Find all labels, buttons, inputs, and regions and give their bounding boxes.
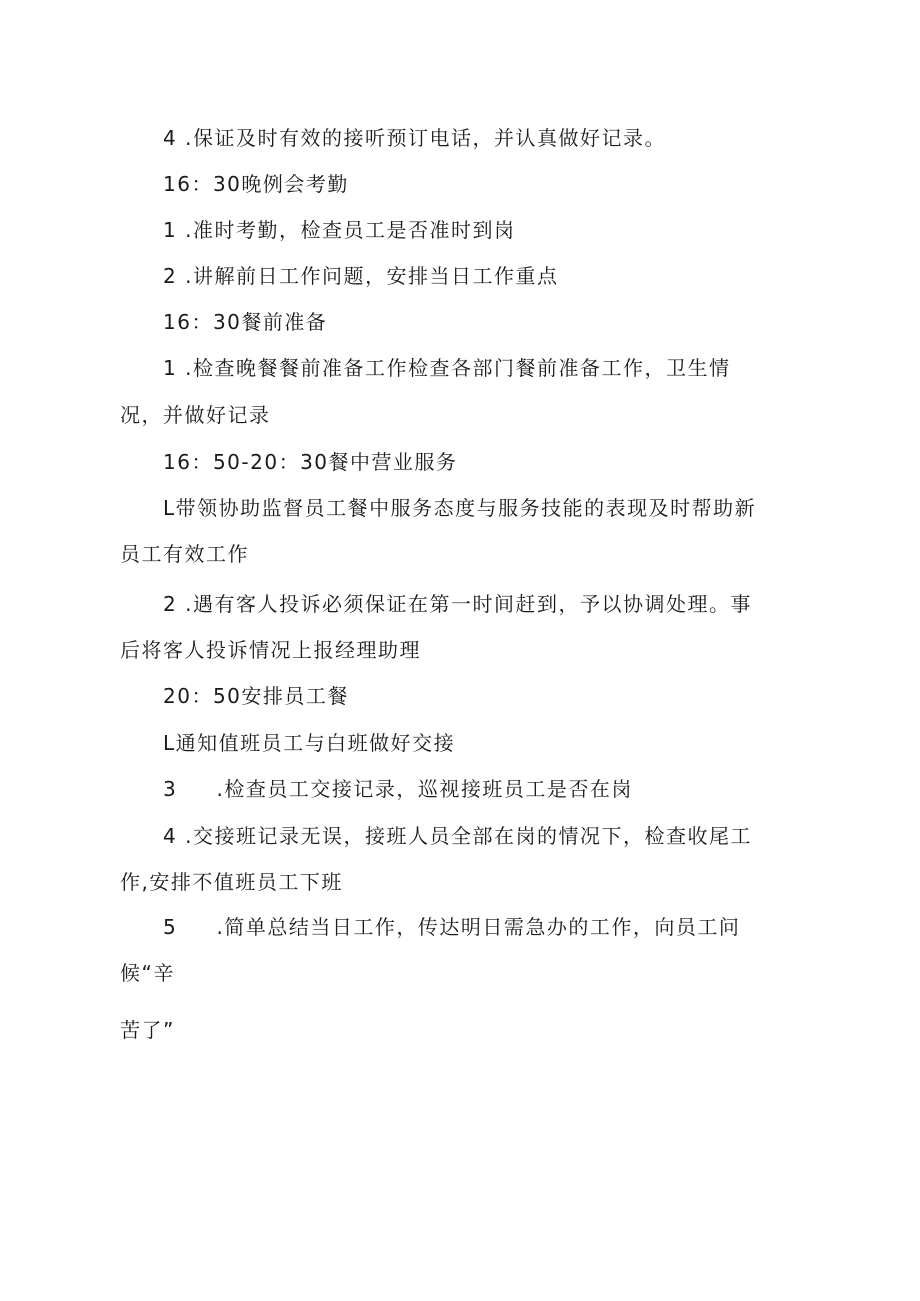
text-line-explain-issues: 2 .讲解前日工作问题，安排当日工作重点	[163, 264, 559, 288]
text-line-daily-summary: 5 .简单总结当日工作，传达明日需急办的工作，向员工问	[163, 915, 741, 939]
text-line-daily-summary-cont: 候“辛	[120, 961, 175, 985]
heading-staff-meal: 20：50安排员工餐	[163, 684, 349, 708]
text-line-item4-reservation: 4 .保证及时有效的接听预订电话，并认真做好记录。	[163, 126, 666, 150]
text-line-complaints-cont: 后将客人投诉情况上报经理助理	[120, 638, 421, 662]
text-line-handover-records-cont: 作,安排不值班员工下班	[120, 870, 343, 894]
text-line-attendance: 1 .准时考勤，检查员工是否准时到岗	[163, 218, 516, 242]
heading-service: 16：50-20：30餐中营业服务	[163, 450, 458, 474]
text-line-supervise-staff: L带领协助监督员工餐中服务态度与服务技能的表现及时帮助新	[163, 496, 757, 520]
heading-evening-meeting: 16：30晚例会考勤	[163, 172, 349, 196]
text-line-handover-notice: L通知值班员工与白班做好交接	[163, 731, 456, 755]
text-line-complaints: 2 .遇有客人投诉必须保证在第一时间赶到，予以协调处理。事	[163, 592, 752, 616]
text-line-check-handover: 3 .检查员工交接记录，巡视接班员工是否在岗	[163, 777, 633, 801]
heading-pre-meal-prep: 16：30餐前准备	[163, 310, 328, 334]
text-line-supervise-staff-cont: 员工有效工作	[120, 542, 249, 566]
text-line-check-dinner-prep: 1 .检查晚餐餐前准备工作检查各部门餐前准备工作，卫生情	[163, 356, 731, 380]
text-line-check-dinner-prep-cont: 况，并做好记录	[120, 403, 271, 427]
text-line-daily-summary-end: 苦了”	[120, 1018, 175, 1042]
text-line-handover-records: 4 .交接班记录无误，接班人员全部在岗的情况下，检查收尾工	[163, 824, 752, 848]
